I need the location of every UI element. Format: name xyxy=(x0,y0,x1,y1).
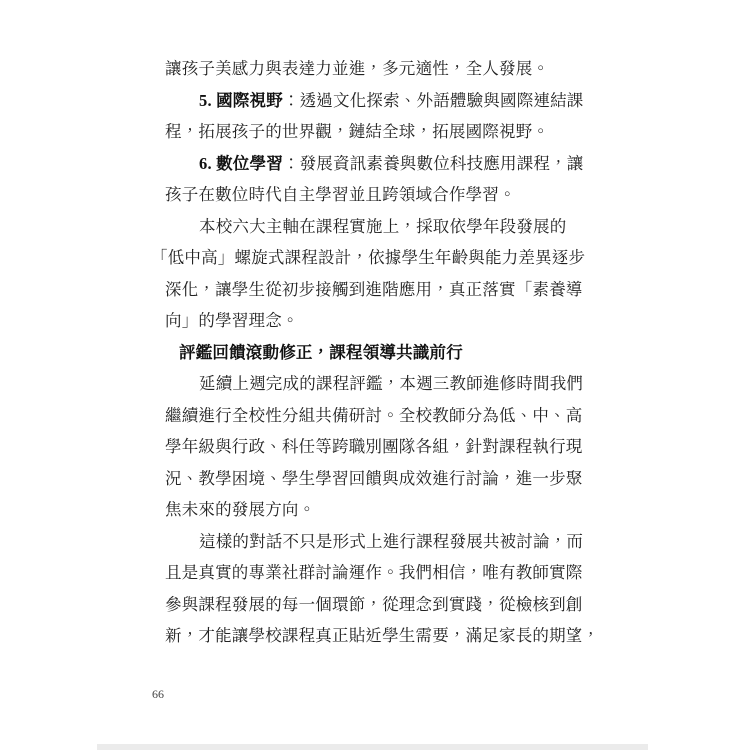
text-line: 延續上週完成的課程評鑑，本週三教師進修時間我們 xyxy=(199,374,584,393)
text-line: 6. 數位學習：發展資訊素養與數位科技應用課程，讓 xyxy=(199,153,584,173)
section-heading: 評鑑回饋滾動修正，課程領導共識前行 xyxy=(179,342,463,362)
text-line: 參與課程發展的每一個環節，從理念到實踐，從檢核到創 xyxy=(165,594,583,614)
page-number: 66 xyxy=(152,687,164,701)
text-line: 繼續進行全校性分組共備研討。全校教師分為低、中、高 xyxy=(165,405,583,425)
text-line: 這樣的對話不只是形式上進行課程發展共被討論，而 xyxy=(199,531,584,551)
text-line: 本校六大主軸在課程實施上，採取依學年段發展的 xyxy=(199,216,567,236)
text-line: 況、教學困境、學生學習回饋與成效進行討論，進一步聚 xyxy=(165,468,583,488)
text-line: 程，拓展孩子的世界觀，鏈結全球，拓展國際視野。 xyxy=(165,122,550,141)
text-line: 5. 國際視野：透過文化探索、外語體驗與國際連結課 xyxy=(199,90,584,110)
text-line: 「低中高」螺旋式課程設計，依據學生年齡與能力差異逐步 xyxy=(151,248,586,267)
text-line: 學年級與行政、科任等跨職別團隊各組，針對課程執行現 xyxy=(165,437,583,456)
footer-bar xyxy=(97,744,648,750)
text-line: 焦未來的發展方向。 xyxy=(165,500,316,519)
text-line: 且是真實的專業社群討論運作。我們相信，唯有教師實際 xyxy=(165,563,583,582)
text-line: 新，才能讓學校課程真正貼近學生需要，滿足家長的期望， xyxy=(165,626,600,645)
text-line: 讓孩子美感力與表達力並進，多元適性，全人發展。 xyxy=(165,59,550,78)
text-line: 向」的學習理念。 xyxy=(165,311,299,330)
text-line: 深化，讓學生從初步接觸到進階應用，真正落實「素養導 xyxy=(165,279,583,299)
page-text xyxy=(151,53,605,652)
text-line: 孩子在數位時代自主學習並且跨領域合作學習。 xyxy=(165,185,516,204)
